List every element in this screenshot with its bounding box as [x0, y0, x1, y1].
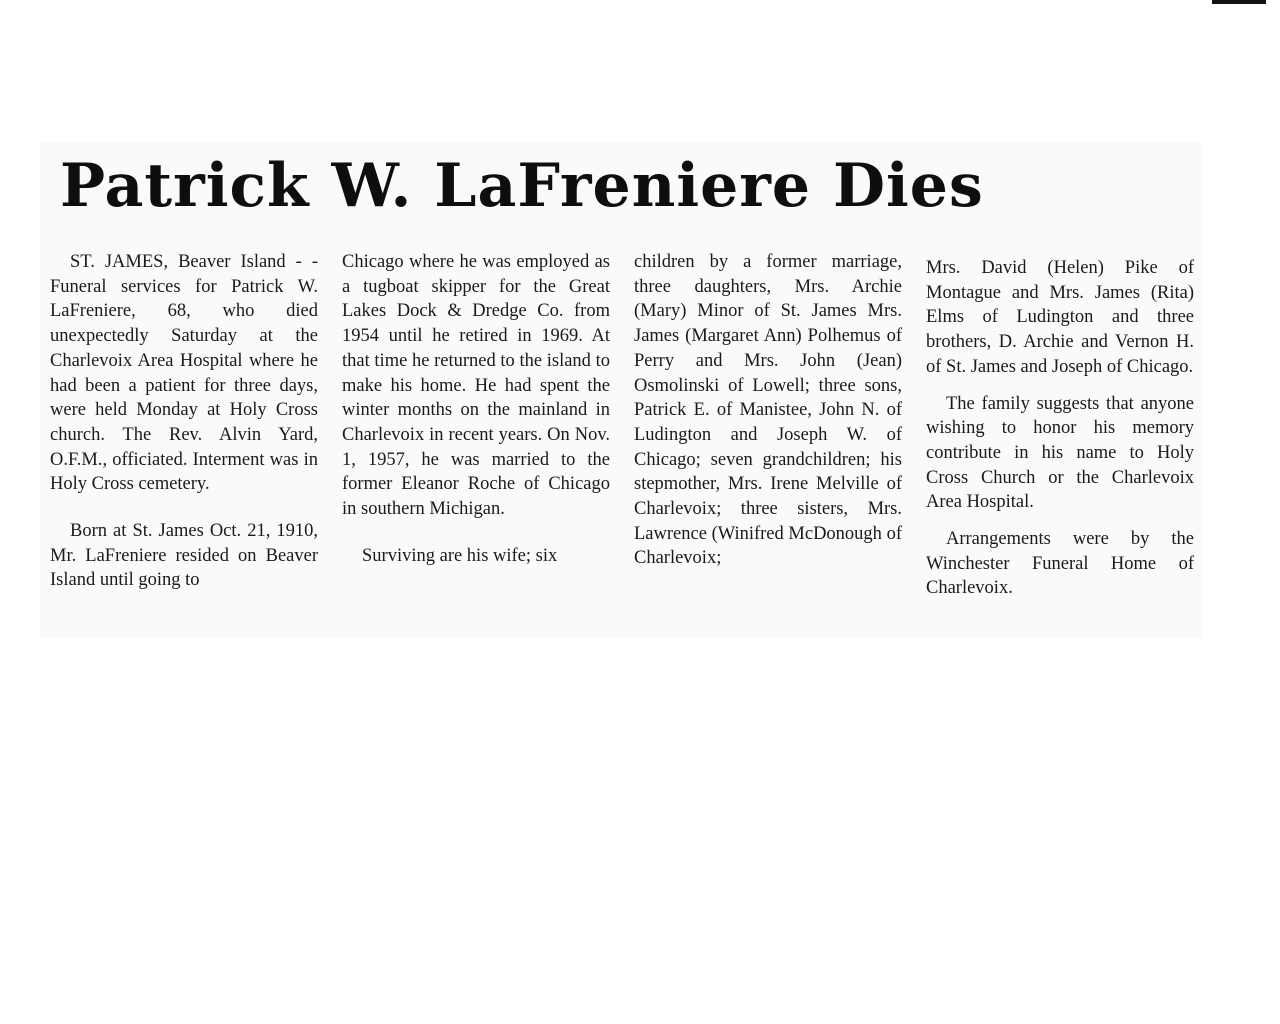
article-column-2 [342, 250, 610, 580]
article-paragraph: Arrangements were by the Winchester Funeral Home of Charlevoix. [926, 529, 1194, 599]
article-column-3 [634, 250, 902, 583]
article-paragraph: Mrs. David (Helen) Pike of Montague and Mrs. James (Rita) Elms of Ludington and three brothers, D. Archie and Vernon H. of St. James and Joseph of Chicago. [926, 258, 1194, 377]
article-paragraph: ST. JAMES, Beaver Island - - Funeral services for Patrick W. LaFreniere, 68, who died unexpectedly Saturday at the Charlevoix Area Hospital where he had been a patient for three days, were held Monday at Holy Cross church. The Rev. Alvin Yard, O.F.M., officiated. Interment was in Holy Cross cemetery. [50, 252, 318, 495]
headline: Patrick W. LaFreniere Dies [60, 151, 984, 221]
article-column-1 [50, 250, 318, 605]
article-paragraph: Chicago where he was employed as a tugboat skipper for the Great Lakes Dock & Dredge Co. from 1954 until he retired in 1969. At that time he returned to the island to make his home. He had spent the winter months on the mainland in Charlevoix in recent years. On Nov. 1, 1957, he was married to the former Eleanor Roche of Chicago in southern Michigan. [342, 252, 610, 520]
article-paragraph: Born at St. James Oct. 21, 1910, Mr. LaFreniere resided on Beaver Island until going to [50, 521, 318, 591]
article-paragraph: Surviving are his wife; six [362, 545, 558, 566]
scan-edge-mark [1212, 0, 1266, 4]
article-paragraph: The family suggests that anyone wishing to honor his memory contribute in his name to Holy Cross Church or the Charlevoix Area Hospital. [926, 393, 1194, 513]
article-column-4 [926, 256, 1194, 613]
article-paragraph: children by a former marriage, three daughters, Mrs. Archie (Mary) Minor of St. James Mrs. James (Margaret Ann) Polhemus of Perry and Mrs. John (Jean) Osmolinski of Lowell; three sons, Patrick E. of Manistee, John N. of Ludington and Joseph W. of Chicago; seven grandchildren; his stepmother, Mrs. Irene Melville of Charlevoix; three sisters, Mrs. Lawrence (Winifred McDonough of Charlevoix; [634, 252, 902, 569]
